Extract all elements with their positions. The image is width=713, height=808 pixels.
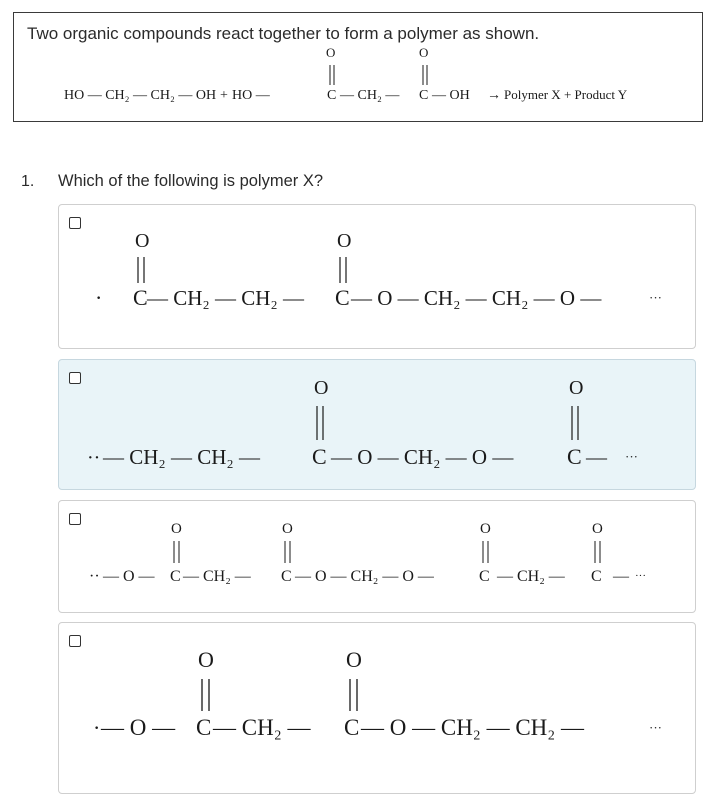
chain-segment-5: — <box>613 568 629 585</box>
structure-option-3 <box>59 501 695 612</box>
chain-segment-3: — O — CH₂ — CH₂ — <box>361 715 585 740</box>
carbon-2: C <box>344 715 360 740</box>
chain-lead-dots: ·· <box>87 447 101 469</box>
oxygen-1: O <box>198 647 214 672</box>
chain-segment-1: — O — <box>103 568 155 585</box>
chain-lead-dots: · <box>95 285 103 310</box>
carbon-2: C <box>335 285 350 310</box>
oxygen-1: O <box>135 230 150 252</box>
chain-segment-2: — CH₂ — <box>213 715 311 740</box>
oxygen-1: O <box>171 521 182 537</box>
products: Polymer X + Product Y <box>504 87 628 102</box>
reactant-2-part-3: — OH <box>432 88 470 103</box>
reactant-2-carbon-2: C <box>419 88 429 103</box>
chain-segment-2: — CH₂ — <box>183 568 251 585</box>
structure-option-2 <box>59 360 695 489</box>
reaction-arrow: → <box>487 88 501 103</box>
carbon-2: C <box>567 444 582 469</box>
intro-box <box>13 12 703 122</box>
chain-segment-1: — CH₂ — CH₂ — <box>103 445 260 469</box>
answer-option-1[interactable] <box>58 204 696 349</box>
structure-option-4 <box>59 623 695 793</box>
oxygen-2: O <box>337 230 352 252</box>
carbon-1: C <box>312 444 327 469</box>
reactant-1: HO — CH₂ — CH₂ — OH <box>64 88 217 103</box>
oxygen-2: O <box>419 45 429 60</box>
oxygen-2: O <box>569 377 584 399</box>
question-text: Which of the following is polymer X? <box>58 172 324 190</box>
plus-sign: + <box>220 88 228 103</box>
chain-continuation-dots: ··· <box>649 290 662 305</box>
answer-option-2[interactable] <box>58 359 696 490</box>
structure-option-1 <box>59 205 695 348</box>
carbon-1: C <box>133 285 148 310</box>
chain-segment-3: — <box>586 445 607 469</box>
chain-continuation-dots: ··· <box>635 570 646 582</box>
carbon-2: C <box>281 568 292 585</box>
oxygen-2: O <box>282 521 293 537</box>
answer-option-4[interactable] <box>58 622 696 794</box>
chain-continuation-dots: ··· <box>625 449 638 464</box>
reactant-2-part-2: — CH₂ — <box>340 88 400 103</box>
question-number: 1. <box>21 173 35 190</box>
chain-segment-1: — O — <box>101 715 176 740</box>
carbon-4: C <box>591 568 602 585</box>
oxygen-2: O <box>346 647 362 672</box>
oxygen-1: O <box>326 45 336 60</box>
oxygen-1: O <box>314 377 329 399</box>
reactant-2-carbon-1: C <box>327 88 337 103</box>
reaction-equation <box>14 13 704 123</box>
carbon-1: C <box>196 715 212 740</box>
carbon-3: C <box>479 568 490 585</box>
intro-text: Two organic compounds react together to form a polymer as shown. <box>27 24 540 43</box>
chain-segment-2: — O — CH₂ — O — <box>331 445 514 469</box>
chain-lead-dots: · <box>93 715 101 740</box>
chain-lead-dots: ·· <box>89 568 100 585</box>
answer-option-3[interactable] <box>58 500 696 613</box>
chain-segment-1: — CH₂ — CH₂ — <box>147 286 304 310</box>
chain-segment-2: — O — CH₂ — CH₂ — O — <box>351 286 602 310</box>
oxygen-3: O <box>480 521 491 537</box>
carbon-1: C <box>170 568 181 585</box>
oxygen-4: O <box>592 521 603 537</box>
chain-segment-4: — CH₂ — <box>497 568 565 585</box>
chain-segment-3: — O — CH₂ — O — <box>295 568 434 585</box>
reactant-2-part-1: HO — <box>232 88 270 103</box>
chain-continuation-dots: ··· <box>649 720 662 735</box>
